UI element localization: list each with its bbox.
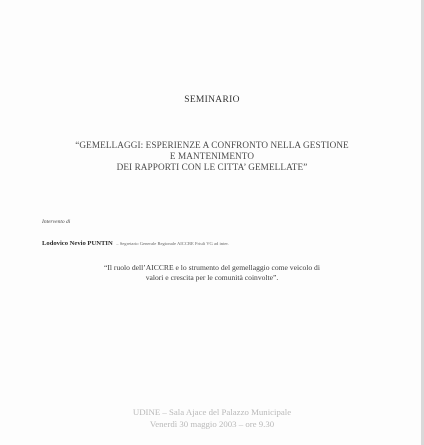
speaker-role: – Segretario Generale Regionale AICCRE Friuli VG ad inter. bbox=[116, 241, 229, 246]
topic-line: “GEMELLAGGI: ESPERIENZE A CONFRONTO NELLA GESTIONE bbox=[75, 140, 349, 150]
talk-title bbox=[30, 263, 394, 283]
talk-line: valori e crescita per le comunità coinvolte”. bbox=[145, 273, 279, 282]
topic-line: E MANTENIMENTO bbox=[169, 151, 255, 161]
venue-info bbox=[0, 407, 424, 430]
topic-line: DEI RAPPORTI CON LE CITTA’ GEMELLATE” bbox=[116, 162, 308, 172]
speaker-line bbox=[42, 240, 229, 247]
speaker-name: Lodovico Nevio PUNTIN bbox=[42, 240, 113, 247]
venue-date: Venerdì 30 maggio 2003 – ore 9.30 bbox=[149, 418, 275, 429]
venue-location: UDINE – Sala Ajace del Palazzo Municipale bbox=[132, 407, 292, 417]
intervention-intro: Intervento di bbox=[42, 219, 71, 225]
talk-line: “Il ruolo dell’AICCRE e lo strumento del gemellaggio come veicolo di bbox=[104, 263, 320, 272]
seminar-topic bbox=[20, 140, 404, 173]
seminar-heading: SEMINARIO bbox=[184, 95, 240, 105]
